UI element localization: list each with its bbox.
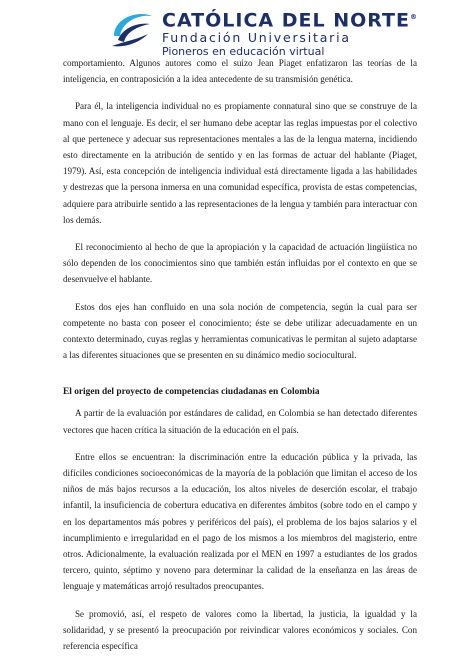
paragraph-4: Estos dos ejes han confluido en una sola noción de competencia, según la cual para ser competente no basta con poseer el conocimiento; éste se debe utilizar adecuadamente en un contexto determinado, cuyas reglas y herramientas comunicativas le permitan al sujeto adaptarse a las diferentes situaciones que se presenten en su dinámico medio sociocultural. [63,301,417,361]
paragraph-3: El reconocimiento al hecho de que la apropiación y la capacidad de actuación lingüística no sólo dependen de los conocimientos sino que también están influidas por el contexto en que se desenvuelve el hablante. [63,242,417,285]
paragraph-2: Para él, la inteligencia individual no es propiamente connatural sino que se construye de la mano con el lenguaje. Es decir, el ser humano debe aceptar las reglas impuestas por el colectivo al que pertenece y adecuar sus representaciones mentales a las de la lengua materna, incidiendo esto directamente en la atribución de sentido y en las formas de actuar del hablante (Piaget, 1979). Así, esta concepción de inteligencia individual está directamente ligada a las habilidades y destrezas que la persona inmersa en una comunidad específica, provista de estas competencias, adquiere para atribuirle sentido a las representaciones de la lengua y también para interactuar con los demás. [63,101,417,225]
swoosh-logo-icon [108,6,156,54]
brand-tagline: Pioneros en educación virtual [162,45,325,59]
paragraph-5: A partir de la evaluación por estándares de calidad, en Colombia se han detectado diferentes vectores que hacen crítica la situación de la educación en el país. [63,408,417,435]
section-heading: El origen del proyecto de competencias ciudadanas en Colombia [63,387,320,398]
document-body [63,55,417,665]
brand-name: CATÓLICA DEL NORTE [162,9,410,32]
paragraph-7: Se promovió, así, el respeto de valores como la libertad, la justicia, la igualdad y la solidaridad, y se presentó la preocupación por reivindicar valores económicos y sociales. Con referencia específica [63,608,417,652]
brand-subtitle: Fundación Universitaria [162,30,351,46]
brand-name-row [162,6,418,31]
paragraph-6: Entre ellos se encuentran: la discriminación entre la educación pública y la privada, las difíciles condiciones socioeconómicas de la mayoría de la población que limitan el acceso de los niños de más bajos recursos a la educación, los altos niveles de deserción escolar, el trabajo infantil, la insuficiencia de cobertura educativa en diferentes ámbitos (sobre todo en el campo y en los departamentos más pobres y periféricos del país), el problema de los bajos salarios y el incumplimiento e irregularidad en el pago de los mismos a los miembros del magisterio, entre otros. Adicionalmente, la evaluación realizada por el MEN en 1997 a estudiantes de los grados tercero, quinto, séptimo y noveno para determinar la calidad de la enseñanza en las áreas de lenguaje y matemáticas arrojó resultados preocupantes. [63,451,417,592]
registered-mark: ® [409,13,418,21]
brand-block [162,6,418,59]
paragraph-1: comportamiento. Algunos autores como el suizo Jean Piaget enfatizaron las teorías de la inteligencia, en contraposición a la idea antecedente de su transmisión genética. [63,58,417,85]
